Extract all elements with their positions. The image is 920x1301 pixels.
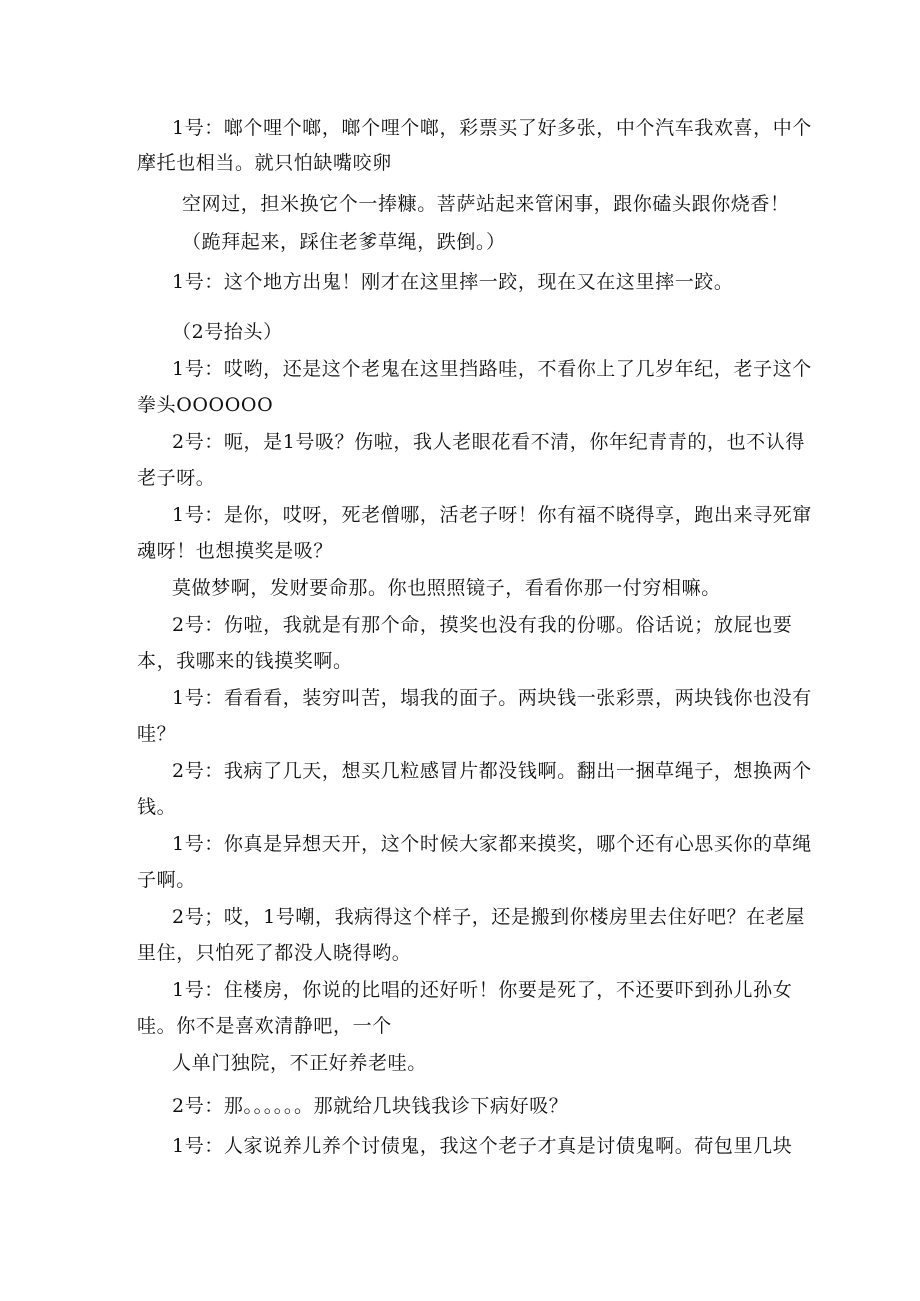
text-line: 2号：呃，是1号吸？伤啦，我人老眼花看不清，你年纪青青的，也不认得 (172, 431, 805, 453)
text-line: 1号：你真是异想天开，这个时候大家都来摸奖，哪个还有心思买你的草绳 (172, 833, 812, 855)
text-line: 老子呀。 (137, 467, 216, 489)
text-line: （跪拜起来，踩住老爹草绳，跌倒。） (182, 231, 506, 253)
text-line: 1号：住楼房，你说的比唱的还好听！你要是死了，不还要吓到孙儿孙女 (172, 979, 793, 1001)
text-line: 1号：这个地方出鬼！刚才在这里摔一跤，现在又在这里摔一跤。 (172, 271, 734, 293)
text-line: 1号：人家说养儿养个讨债鬼，我这个老子才真是讨债鬼啊。荷包里几块 (172, 1135, 793, 1157)
text-line: 1号：看看看，装穷叫苦，塌我的面子。两块钱一张彩票，两块钱你也没有 (172, 687, 812, 709)
text-line: 哇？ (137, 723, 177, 745)
text-line: 子啊。 (137, 869, 196, 891)
text-line: 哇。你不是喜欢清静吧，一个 (137, 1015, 392, 1037)
text-line: （2号抬头） (172, 321, 283, 343)
text-line: 2号：伤啦，我就是有那个命，摸奖也没有我的份哪。俗话说；放屁也要 (172, 614, 793, 636)
text-line: 钱。 (137, 796, 177, 818)
text-line: 1号：啷个哩个啷，啷个哩个啷，彩票买了好多张，中个汽车我欢喜，中个 (172, 117, 812, 139)
text-line: 空网过，担米换它个一捧糠。菩萨站起来管闲事，跟你磕头跟你烧香！ (182, 193, 790, 215)
text-line: 莫做梦啊，发财要命那。你也照照镜子，看看你那一付穷相嘛。 (172, 577, 721, 599)
text-line: 里住，只怕死了都没人晓得哟。 (137, 942, 412, 964)
text-line: 拳头OOOOOO (137, 394, 274, 416)
text-line: 1号：是你，哎呀，死老僧哪，活老子呀！你有福不晓得享，跑出来寻死窜 (172, 504, 812, 526)
text-line: 人单门独院，不正好养老哇。 (172, 1052, 427, 1074)
text-line: 魂呀！也想摸奖是吸？ (137, 540, 334, 562)
text-line: 2号：我病了几天，想买几粒感冒片都没钱啊。翻出一捆草绳子，想换两个 (172, 760, 812, 782)
text-line: 2号；哎，1号嘲，我病得这个样子，还是搬到你楼房里去住好吧？在老屋 (172, 906, 805, 928)
text-line: 摩托也相当。就只怕缺嘴咬卵 (137, 152, 392, 174)
text-line: 1号：哎哟，还是这个老鬼在这里挡路哇，不看你上了几岁年纪，老子这个 (172, 358, 812, 380)
text-line: 2号：那。。。。。。那就给几块钱我诊下病好吸？ (172, 1095, 569, 1117)
text-line: 本，我哪来的钱摸奖啊。 (137, 650, 353, 672)
